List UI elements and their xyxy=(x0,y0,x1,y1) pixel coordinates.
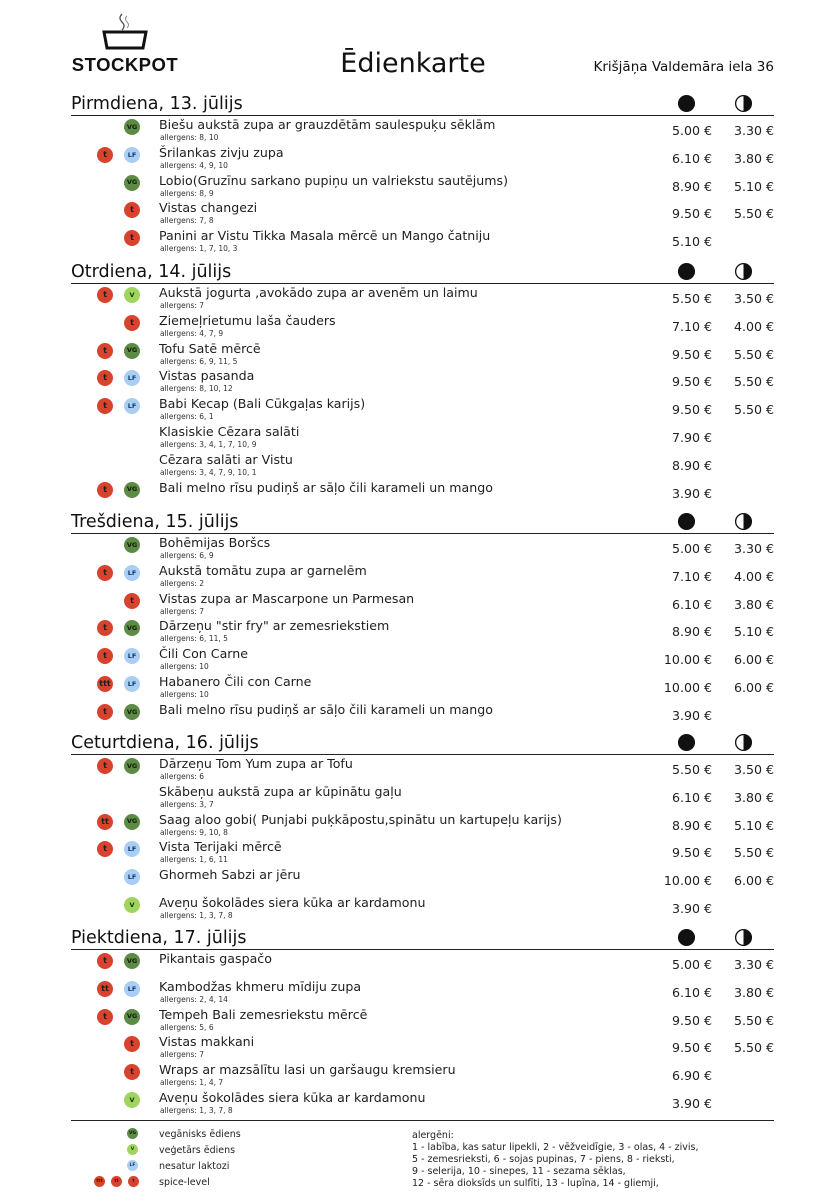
spice-level-icon: ttt xyxy=(97,676,113,692)
menu-item xyxy=(0,756,826,784)
legend-row-spice xyxy=(0,1174,400,1190)
dish-allergens: allergens: 1, 6, 11 xyxy=(160,855,228,865)
day-heading: Pirmdiena, 13. jūlijs xyxy=(71,94,243,114)
dish-allergens: allergens: 3, 7 xyxy=(160,799,214,809)
price-full: 6.10 € xyxy=(671,150,712,166)
page-title: Ēdienkarte xyxy=(340,48,486,79)
legend-label: spice-level xyxy=(159,1177,210,1188)
spice-level-icon: tt xyxy=(97,814,113,830)
price-half: 3.80 € xyxy=(733,150,774,166)
vegan-badge-icon: VG xyxy=(124,119,140,135)
price-full: 7.90 € xyxy=(671,430,712,445)
vegan-badge-icon: VG xyxy=(124,537,140,553)
dish-name: Skābeņu aukstā zupa ar kūpinātu gaļu xyxy=(159,783,402,799)
spice-level-icon: t xyxy=(97,758,113,774)
dish-allergens: allergens: 7 xyxy=(160,606,205,616)
menu-item xyxy=(0,867,826,895)
dish-name: Aukstā jogurta ,avokādo zupa ar avenēm un laimu xyxy=(159,285,478,300)
day-heading: Trešdiena, 15. jūlijs xyxy=(71,512,239,532)
price-half: 4.00 € xyxy=(733,568,774,584)
dish-allergens: allergens: 1, 7, 10, 3 xyxy=(160,244,238,254)
legend-row-lactose-free xyxy=(0,1158,400,1174)
spice-level-icon: t xyxy=(124,1064,140,1080)
price-half: 5.10 € xyxy=(733,817,774,833)
address: Krišjāņa Valdemāra iela 36 xyxy=(593,59,774,75)
spice-level-icon: t xyxy=(124,230,140,246)
dish-name: Šrilankas zivju zupa xyxy=(159,144,284,160)
price-half: 3.80 € xyxy=(733,596,774,612)
price-full: 9.50 € xyxy=(671,402,712,418)
dish-name: Tofu Satē mērcē xyxy=(159,340,261,356)
lactose-free-badge-icon: LF xyxy=(124,147,140,163)
dish-name: Aukstā tomātu zupa ar garnelēm xyxy=(159,562,367,578)
dish-name: Kambodžas khmeru mīdiju zupa xyxy=(159,978,362,994)
dish-name: Panini ar Vistu Tikka Masala mērcē un Mango čatniju xyxy=(159,228,491,244)
price-half: 5.50 € xyxy=(733,1040,774,1056)
day-divider xyxy=(71,283,774,284)
dish-allergens: allergens: 4, 9, 10 xyxy=(160,160,228,170)
price-full: 5.00 € xyxy=(671,123,712,138)
day-divider xyxy=(71,533,774,534)
price-half: 3.80 € xyxy=(733,789,774,805)
full-portion-circle-icon xyxy=(677,512,696,531)
spice-level-icon: t xyxy=(97,841,113,857)
full-portion-circle-icon xyxy=(677,94,696,113)
menu-item xyxy=(0,313,826,341)
dish-allergens: allergens: 6, 9 xyxy=(160,551,214,560)
menu-item xyxy=(0,674,826,702)
dish-name: Čili Con Carne xyxy=(159,646,248,662)
vegan-badge-icon: VG xyxy=(124,758,140,774)
price-half: 5.10 € xyxy=(733,178,774,194)
vegetarian-badge-icon: V xyxy=(124,897,140,913)
price-full: 3.90 € xyxy=(671,485,712,501)
dish-allergens: allergens: 2 xyxy=(160,578,205,588)
price-full: 9.50 € xyxy=(671,346,712,362)
price-full: 7.10 € xyxy=(671,568,712,584)
legend-label: vegānisks ēdiens xyxy=(159,1129,241,1140)
day-heading: Otrdiena, 14. jūlijs xyxy=(71,262,232,282)
price-half: 3.30 € xyxy=(733,957,774,972)
dish-allergens: allergens: 1, 3, 7, 8 xyxy=(160,1106,233,1115)
lactose-free-badge-icon: LF xyxy=(127,1160,138,1171)
price-full: 8.90 € xyxy=(671,624,712,640)
dish-allergens: allergens: 8, 9 xyxy=(160,188,214,198)
price-full: 6.10 € xyxy=(671,984,712,1000)
dish-allergens: allergens: 2, 4, 14 xyxy=(160,994,228,1004)
vegetarian-badge-icon: V xyxy=(127,1144,138,1155)
dish-allergens: allergens: 8, 10 xyxy=(160,133,219,142)
price-full: 10.00 € xyxy=(663,680,712,695)
dish-name: Cēzara salāti ar Vistu xyxy=(159,451,293,467)
dish-allergens: allergens: 6, 11, 5 xyxy=(160,634,228,644)
spice-1-icon: t xyxy=(128,1176,139,1187)
dish-name: Wraps ar mazsālītu lasi un garšaugu kremsieru xyxy=(159,1062,456,1078)
allergens-line: 9 - selerija, 10 - sinepes, 11 - sezama sēklas, xyxy=(412,1166,626,1177)
menu-item xyxy=(0,117,826,145)
menu-item xyxy=(0,1034,826,1062)
legend-label: nesatur laktozi xyxy=(159,1161,230,1172)
dish-name: Dārzeņu Tom Yum zupa ar Tofu xyxy=(159,756,353,771)
dish-name: Babi Kecap (Bali Cūkgaļas karijs) xyxy=(159,396,366,412)
price-full: 5.50 € xyxy=(671,291,712,306)
dish-name: Vista Terijaki mērcē xyxy=(159,839,282,855)
vegan-badge-icon: VG xyxy=(124,482,140,498)
price-full: 3.90 € xyxy=(671,707,712,723)
spice-level-icon: t xyxy=(97,565,113,581)
dish-allergens: allergens: 9, 10, 8 xyxy=(160,827,228,837)
legend-label: veģetārs ēdiens xyxy=(159,1145,236,1156)
menu-item xyxy=(0,784,826,812)
price-half: 3.80 € xyxy=(733,984,774,1000)
vegan-badge-icon: VG xyxy=(124,343,140,359)
spice-3-icon: ttt xyxy=(94,1176,105,1187)
spice-level-icon: t xyxy=(124,202,140,218)
lactose-free-badge-icon: LF xyxy=(124,648,140,664)
spice-level-icon: t xyxy=(97,1009,113,1025)
brand-name: STOCKPOT xyxy=(71,54,179,75)
dish-name: Vistas makkani xyxy=(159,1034,255,1050)
full-portion-circle-icon xyxy=(677,928,696,947)
allergens-line: 5 - zemesrieksti, 6 - sojas pupinas, 7 - piens, 8 - rieksti, xyxy=(412,1154,675,1165)
spice-2-icon: tt xyxy=(111,1176,122,1187)
dish-allergens: allergens: 6, 1 xyxy=(160,412,214,422)
menu-item xyxy=(0,145,826,173)
price-half: 3.50 € xyxy=(733,291,774,306)
dish-name: Aveņu šokolādes siera kūka ar kardamonu xyxy=(159,1090,426,1105)
menu-item xyxy=(0,812,826,840)
vegetarian-badge-icon: V xyxy=(124,287,140,303)
price-full: 8.90 € xyxy=(671,178,712,194)
full-portion-circle-icon xyxy=(677,733,696,752)
vegan-badge-icon: VG xyxy=(127,1128,138,1139)
full-portion-circle-icon xyxy=(677,262,696,281)
price-half: 5.50 € xyxy=(733,845,774,861)
menu-item xyxy=(0,646,826,674)
half-portion-circle-icon xyxy=(734,512,753,531)
spice-level-icon: t xyxy=(124,593,140,609)
price-half: 5.50 € xyxy=(733,206,774,222)
dish-name: Vistas pasanda xyxy=(159,368,255,384)
menu-item xyxy=(0,895,826,923)
price-full: 9.50 € xyxy=(671,374,712,390)
dish-allergens: allergens: 10 xyxy=(160,662,209,672)
menu-item xyxy=(0,563,826,591)
dish-name: Bali melno rīsu pudiņš ar sāļo čili karameli un mango xyxy=(159,701,493,717)
price-full: 6.10 € xyxy=(671,789,712,805)
half-portion-circle-icon xyxy=(734,262,753,281)
menu-item xyxy=(0,839,826,867)
day-divider xyxy=(71,754,774,755)
price-half: 4.00 € xyxy=(733,318,774,334)
spice-level-icon: t xyxy=(124,1036,140,1052)
half-portion-circle-icon xyxy=(734,928,753,947)
spice-level-icon: t xyxy=(97,398,113,414)
legend xyxy=(0,1120,826,1200)
price-full: 10.00 € xyxy=(663,873,712,889)
dish-allergens: allergens: 7 xyxy=(160,301,205,310)
legend-divider xyxy=(71,1120,774,1121)
menu-item xyxy=(0,535,826,563)
price-full: 6.90 € xyxy=(671,1068,712,1084)
dish-name: Vistas changezi xyxy=(159,200,258,216)
dish-allergens: allergens: 7, 8 xyxy=(160,216,214,226)
menu-item xyxy=(0,173,826,201)
spice-level-icon: t xyxy=(124,315,140,331)
dish-allergens: allergens: 1, 3, 7, 8 xyxy=(160,911,233,920)
legend-row-vegan xyxy=(0,1126,400,1142)
price-half: 5.50 € xyxy=(733,402,774,418)
spice-level-icon: t xyxy=(97,704,113,720)
spice-level-icon: t xyxy=(97,953,113,969)
dish-name: Klasiskie Cēzara salāti xyxy=(159,424,300,439)
price-half: 6.00 € xyxy=(733,680,774,695)
price-full: 10.00 € xyxy=(663,652,712,668)
spice-level-icon: t xyxy=(97,343,113,359)
price-half: 6.00 € xyxy=(733,873,774,889)
dish-allergens: allergens: 6, 9, 11, 5 xyxy=(160,356,238,366)
price-half: 3.30 € xyxy=(733,123,774,138)
menu-item xyxy=(0,452,826,480)
day-heading: Piektdiena, 17. jūlijs xyxy=(71,928,247,948)
price-half: 5.50 € xyxy=(733,346,774,362)
menu-item xyxy=(0,200,826,228)
vegan-badge-icon: VG xyxy=(124,704,140,720)
dish-name: Saag aloo gobi( Punjabi puķkāpostu,spinātu un kartupeļu karijs) xyxy=(159,811,562,827)
dish-allergens: allergens: 3, 4, 1, 7, 10, 9 xyxy=(160,440,257,449)
half-portion-circle-icon xyxy=(734,733,753,752)
menu-item xyxy=(0,368,826,396)
dish-allergens: allergens: 8, 10, 12 xyxy=(160,384,233,394)
spice-level-icon: t xyxy=(97,648,113,664)
menu-item xyxy=(0,285,826,313)
menu-item xyxy=(0,1007,826,1035)
menu-item xyxy=(0,1062,826,1090)
price-full: 5.50 € xyxy=(671,762,712,777)
vegan-badge-icon: VG xyxy=(124,1009,140,1025)
spice-level-icon: t xyxy=(97,620,113,636)
half-portion-circle-icon xyxy=(734,94,753,113)
dish-name: Dārzeņu "stir fry" ar zemesriekstiem xyxy=(159,618,390,634)
vegetarian-badge-icon: V xyxy=(124,1092,140,1108)
menu-item xyxy=(0,480,826,508)
dish-allergens: allergens: 10 xyxy=(160,690,209,699)
dish-name: Vistas zupa ar Mascarpone un Parmesan xyxy=(159,590,415,606)
lactose-free-badge-icon: LF xyxy=(124,565,140,581)
price-full: 5.10 € xyxy=(671,234,712,250)
price-half: 3.50 € xyxy=(733,762,774,777)
price-full: 3.90 € xyxy=(671,1096,712,1111)
price-full: 9.50 € xyxy=(671,206,712,222)
price-full: 8.90 € xyxy=(671,457,712,473)
dish-name: Biešu aukstā zupa ar grauzdētām saulespuķu sēklām xyxy=(159,117,496,132)
spice-level-icon: tt xyxy=(97,981,113,997)
vegan-badge-icon: VG xyxy=(124,175,140,191)
day-divider xyxy=(71,115,774,116)
menu-item xyxy=(0,618,826,646)
dish-allergens: allergens: 3, 4, 7, 9, 10, 1 xyxy=(160,467,257,477)
spice-level-icon: t xyxy=(97,370,113,386)
lactose-free-badge-icon: LF xyxy=(124,981,140,997)
dish-name: Ziemeļrietumu laša čauders xyxy=(159,312,336,328)
menu-item xyxy=(0,702,826,730)
dish-name: Ghormeh Sabzi ar jēru xyxy=(159,867,301,883)
dish-name: Habanero Čili con Carne xyxy=(159,674,312,689)
price-full: 5.00 € xyxy=(671,541,712,556)
lactose-free-badge-icon: LF xyxy=(124,676,140,692)
menu-item xyxy=(0,979,826,1007)
allergens-line: 1 - labība, kas satur lipekli, 2 - vēžveidīgie, 3 - olas, 4 - zivis, xyxy=(412,1142,699,1153)
dish-name: Pikantais gaspačo xyxy=(159,951,272,966)
dish-name: Lobio(Gruzīnu sarkano pupiņu un valriekstu sautējums) xyxy=(159,172,508,188)
lactose-free-badge-icon: LF xyxy=(124,370,140,386)
menu-item xyxy=(0,1090,826,1118)
allergens-title: alergēni: xyxy=(412,1130,454,1141)
price-half: 5.50 € xyxy=(733,1012,774,1028)
price-half: 5.10 € xyxy=(733,624,774,640)
lactose-free-badge-icon: LF xyxy=(124,869,140,885)
day-heading: Ceturtdiena, 16. jūlijs xyxy=(71,733,259,753)
price-full: 8.90 € xyxy=(671,817,712,833)
menu-item xyxy=(0,424,826,452)
lactose-free-badge-icon: LF xyxy=(124,841,140,857)
price-full: 9.50 € xyxy=(671,1012,712,1028)
day-divider xyxy=(71,949,774,950)
menu-item xyxy=(0,228,826,256)
menu-item xyxy=(0,396,826,424)
dish-name: Bohēmijas Boršcs xyxy=(159,535,271,550)
dish-name: Aveņu šokolādes siera kūka ar kardamonu xyxy=(159,895,426,910)
dish-allergens: allergens: 1, 4, 7 xyxy=(160,1078,224,1088)
dish-name: Tempeh Bali zemesriekstu mērcē xyxy=(159,1006,368,1022)
price-half: 6.00 € xyxy=(733,652,774,668)
vegan-badge-icon: VG xyxy=(124,620,140,636)
vegan-badge-icon: VG xyxy=(124,953,140,969)
menu-item xyxy=(0,951,826,979)
menu-item xyxy=(0,341,826,369)
allergens-line: 12 - sēra dioksīds un sulfīti, 13 - lupīna, 14 - gliemji, xyxy=(412,1178,659,1189)
price-half: 5.50 € xyxy=(733,374,774,390)
dish-allergens: allergens: 5, 6 xyxy=(160,1022,214,1032)
price-full: 7.10 € xyxy=(671,318,712,334)
spice-level-icon: t xyxy=(97,482,113,498)
spice-level-icon: t xyxy=(97,147,113,163)
spice-level-icon: t xyxy=(97,287,113,303)
price-full: 9.50 € xyxy=(671,1040,712,1056)
dish-allergens: allergens: 6 xyxy=(160,772,205,781)
dish-name: Bali melno rīsu pudiņš ar sāļo čili karameli un mango xyxy=(159,479,493,495)
dish-allergens: allergens: 7 xyxy=(160,1050,205,1060)
price-full: 6.10 € xyxy=(671,596,712,612)
legend-row-vegetarian xyxy=(0,1142,400,1158)
dish-allergens: allergens: 4, 7, 9 xyxy=(160,328,224,338)
price-half: 3.30 € xyxy=(733,541,774,556)
menu-item xyxy=(0,591,826,619)
lactose-free-badge-icon: LF xyxy=(124,398,140,414)
price-full: 9.50 € xyxy=(671,845,712,861)
vegan-badge-icon: VG xyxy=(124,814,140,830)
price-full: 5.00 € xyxy=(671,957,712,972)
price-full: 3.90 € xyxy=(671,901,712,916)
